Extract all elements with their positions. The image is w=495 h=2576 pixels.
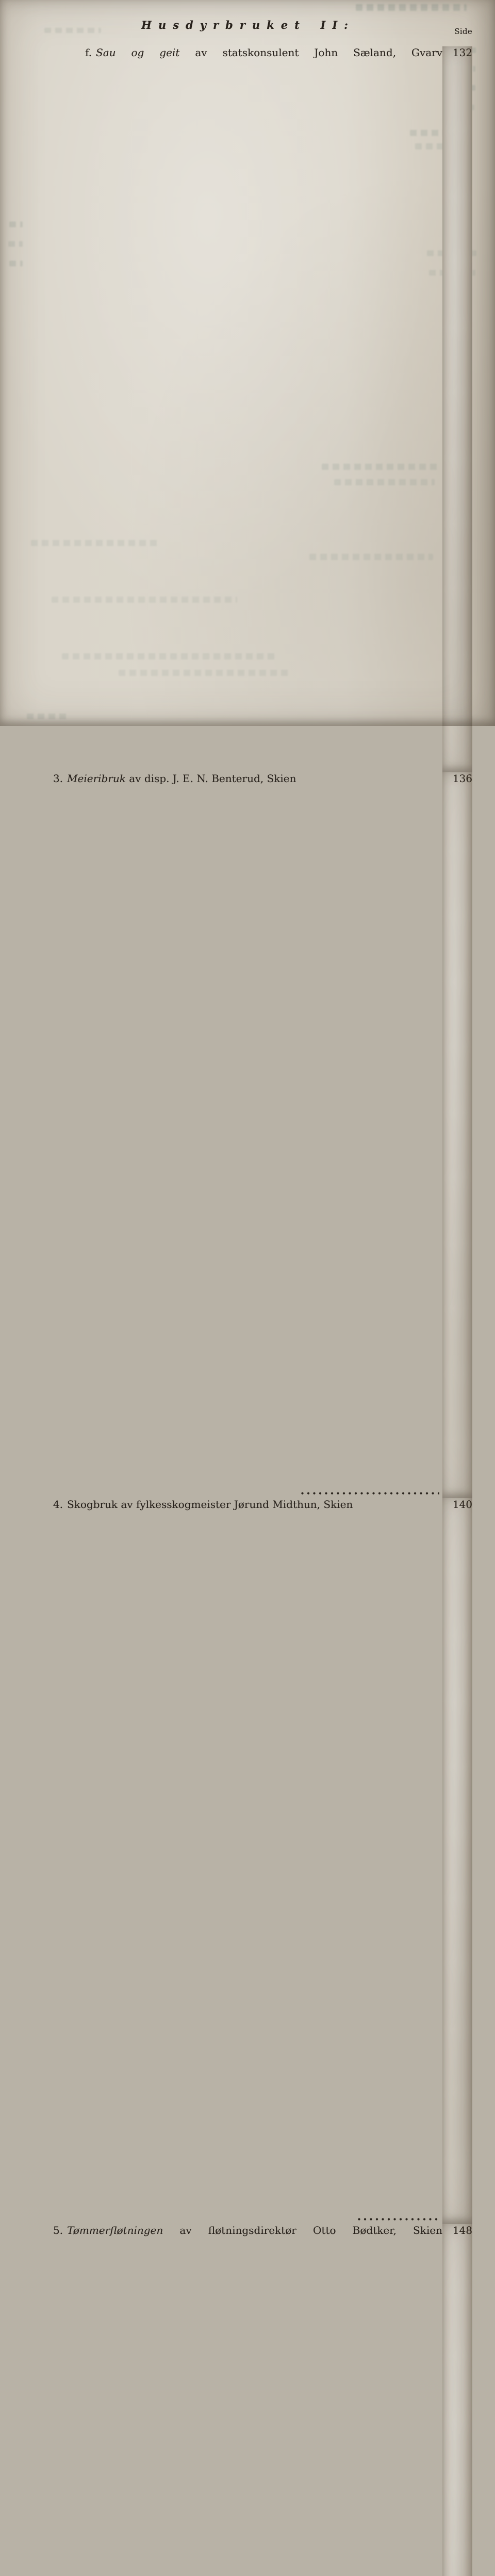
page-column-label: Side — [454, 27, 472, 36]
page-number: 140 — [442, 1498, 472, 2224]
toc-line — [24, 46, 472, 772]
chapter-title: Husdyrbruket II: — [141, 19, 355, 31]
entry-number: 5. — [53, 2224, 63, 2236]
toc-line — [24, 1498, 472, 2224]
entry-text: Tømmerfløtningen av fløtningsdirektør Otto Bødtker, Skien — [67, 2224, 442, 2236]
toc-list — [24, 46, 472, 2576]
toc-line — [24, 2224, 472, 2576]
page-number: 148 — [442, 2224, 472, 2576]
page-header — [24, 19, 472, 35]
page-number: 132 — [442, 46, 472, 772]
toc-line — [24, 772, 472, 1498]
dot-leader — [301, 1491, 439, 1496]
entry-number: f. — [85, 46, 92, 59]
dot-leader — [357, 2217, 439, 2222]
page-number: 136 — [442, 772, 472, 1498]
entry-number: 4. — [53, 1498, 63, 1511]
entry-text: Skogbruk av fylkesskogmeister Jørund Midthun, Skien — [67, 1498, 353, 1511]
entry-text: Meieribruk av disp. J. E. N. Benterud, Skien — [67, 772, 296, 785]
entry-number: 3. — [53, 772, 63, 785]
entry-text: Sau og geit av statskonsulent John Sæland, Gvarv — [96, 46, 442, 59]
